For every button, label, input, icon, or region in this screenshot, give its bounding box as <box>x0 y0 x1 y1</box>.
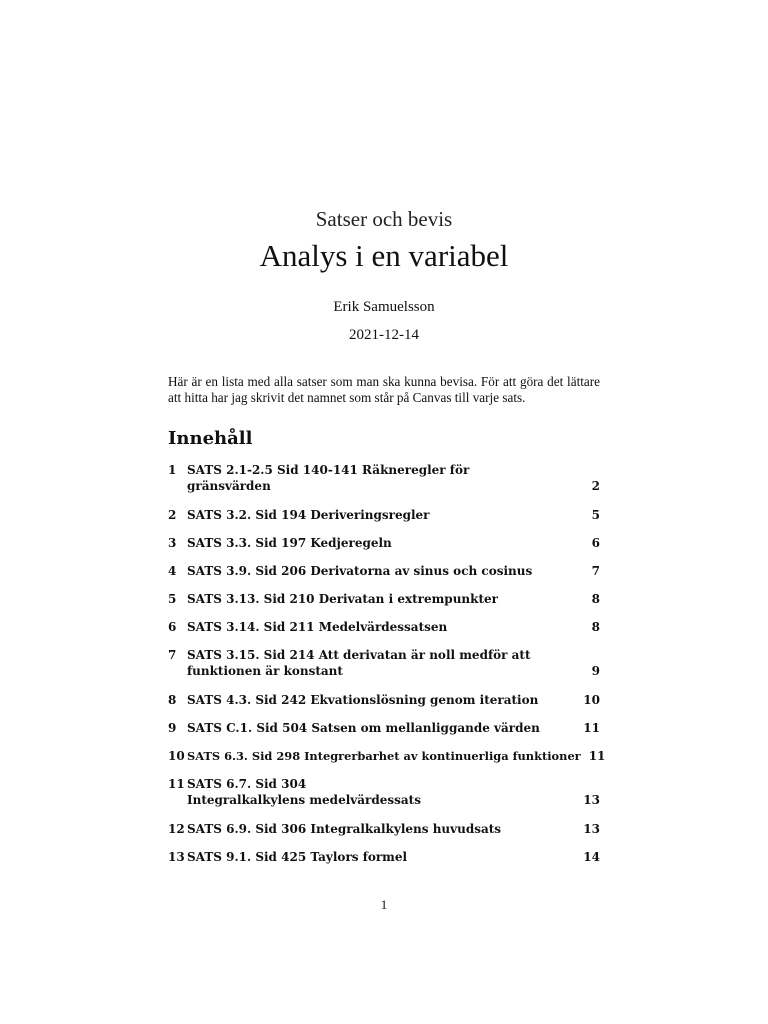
toc-entry[interactable] <box>168 748 606 764</box>
toc-entry-page: 8 <box>591 620 600 634</box>
toc-entry[interactable] <box>168 776 600 808</box>
toc-entry-title[interactable]: SATS 6.3. Sid 298 Integrerbarhet av kontinuerliga funktioner <box>187 749 581 763</box>
toc-entry-title[interactable]: SATS 4.3. Sid 242 Ekvationslösning genom iteration <box>187 693 539 707</box>
toc-entry[interactable] <box>168 849 600 865</box>
page-number: 1 <box>380 897 388 912</box>
toc-entry-title[interactable]: SATS C.1. Sid 504 Satsen om mellanliggande värden <box>187 721 540 735</box>
document-subtitle: Satser och bevis <box>315 207 453 231</box>
toc-entry-page: 2 <box>591 479 600 493</box>
document-title: Analys i en variabel <box>259 238 509 273</box>
toc-entry[interactable] <box>168 535 600 551</box>
toc-entry-title[interactable]: SATS 3.9. Sid 206 Derivatorna av sinus och cosinus <box>187 564 533 578</box>
table-of-contents <box>168 462 606 877</box>
toc-entry[interactable] <box>168 563 600 579</box>
toc-entry-number: 5 <box>168 592 177 606</box>
toc-entry-title[interactable]: SATS 3.3. Sid 197 Kedjeregeln <box>187 536 392 550</box>
toc-entry-page: 7 <box>591 564 600 578</box>
toc-entry-title[interactable]: SATS 9.1. Sid 425 Taylors formel <box>187 850 408 864</box>
toc-entry-page: 11 <box>583 721 600 735</box>
toc-entry-title[interactable]: SATS 3.15. Sid 214 Att derivatan är noll medför att funktionen är konstant <box>187 648 531 678</box>
toc-entry-page: 6 <box>591 536 600 550</box>
toc-entry-number: 12 <box>168 822 185 836</box>
toc-entry[interactable] <box>168 591 600 607</box>
toc-entry-number: 8 <box>168 693 177 707</box>
toc-entry-page: 9 <box>591 664 600 678</box>
toc-entry-page: 13 <box>583 822 600 836</box>
toc-entry-page: 8 <box>591 592 600 606</box>
toc-entry[interactable] <box>168 720 600 736</box>
toc-entry-page: 10 <box>583 693 600 707</box>
toc-entry-page: 14 <box>583 850 600 864</box>
toc-entry-number: 13 <box>168 850 185 864</box>
toc-entry-number: 1 <box>168 463 177 477</box>
toc-entry-number: 2 <box>168 508 177 522</box>
toc-entry-title[interactable]: SATS 3.2. Sid 194 Deriveringsregler <box>187 508 430 522</box>
toc-entry-title[interactable]: SATS 2.1-2.5 Sid 140-141 Räkneregler för gränsvärden <box>187 463 470 493</box>
toc-entry-number: 6 <box>168 620 177 634</box>
toc-entry-title[interactable]: SATS 3.14. Sid 211 Medelvärdessatsen <box>187 620 448 634</box>
intro-paragraph: Här är en lista med alla satser som man ska kunna bevisa. För att göra det lättare att hitta har jag skrivit det namnet som står på Canvas till varje sats. <box>168 374 600 405</box>
toc-entry-number: 3 <box>168 536 177 550</box>
author: Erik Samuelsson <box>333 299 435 315</box>
toc-heading: Innehåll <box>168 428 253 449</box>
toc-entry-number: 4 <box>168 564 177 578</box>
toc-entry-number: 7 <box>168 648 177 662</box>
toc-entry-page: 5 <box>591 508 600 522</box>
date: 2021-12-14 <box>349 327 419 343</box>
toc-entry-title[interactable]: SATS 6.9. Sid 306 Integralkalkylens huvudsats <box>187 822 502 836</box>
toc-entry-title[interactable]: SATS 3.13. Sid 210 Derivatan i extrempunkter <box>187 592 498 606</box>
toc-entry[interactable] <box>168 507 600 523</box>
toc-entry[interactable] <box>168 821 600 837</box>
toc-entry[interactable] <box>168 692 600 708</box>
toc-entry-title[interactable]: SATS 6.7. Sid 304 Integralkalkylens medelvärdessats <box>187 777 421 807</box>
toc-entry[interactable] <box>168 647 600 679</box>
toc-entry-page: 11 <box>588 749 606 763</box>
toc-entry[interactable] <box>168 462 600 494</box>
toc-entry-number: 9 <box>168 721 177 735</box>
toc-entry[interactable] <box>168 619 600 635</box>
toc-entry-number: 10 <box>168 749 185 763</box>
toc-entry-number: 11 <box>168 777 185 791</box>
toc-entry-page: 13 <box>583 793 600 807</box>
